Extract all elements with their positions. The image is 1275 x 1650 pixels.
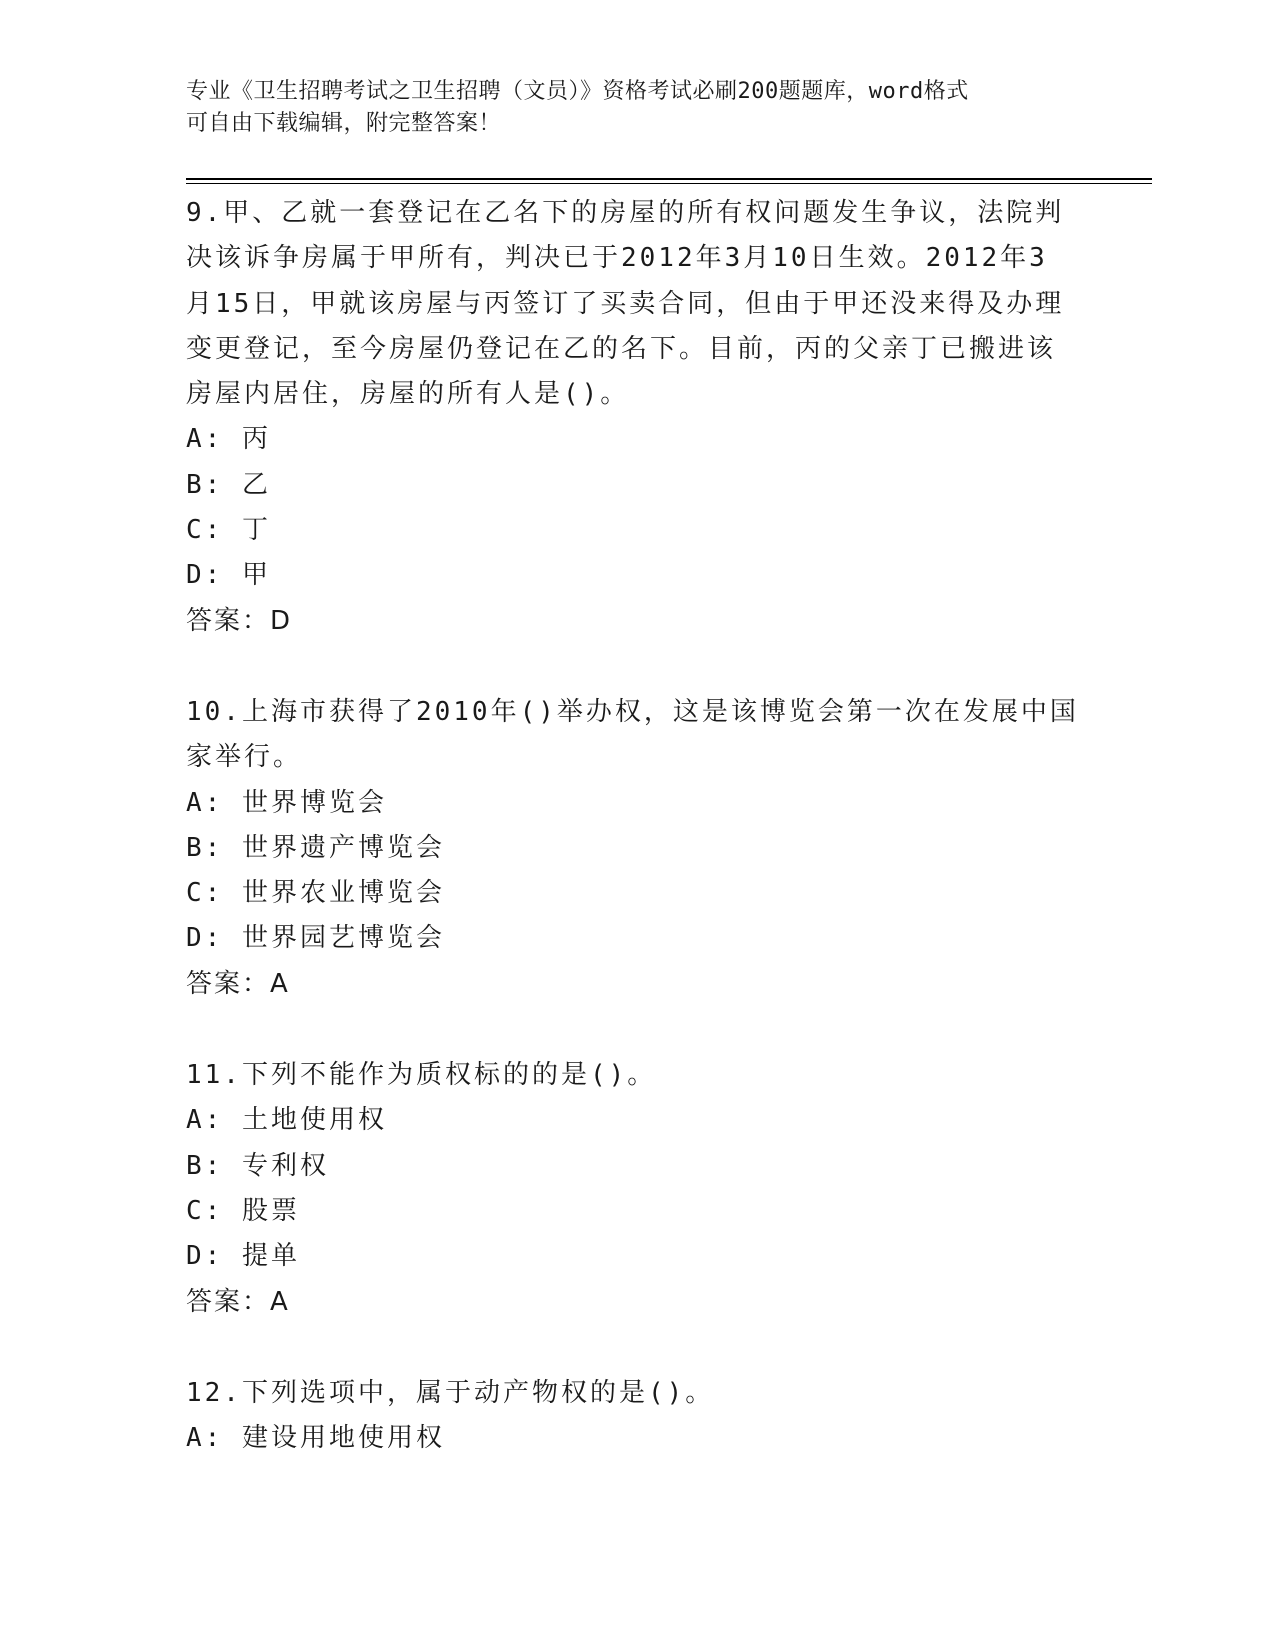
option-c: C: 股票 [186,1195,300,1226]
answer-label: 答案：A [186,1286,290,1317]
option-c: C: 丁 [186,515,271,546]
stem-line: 家举行。 [186,742,303,773]
question-11 [186,1053,1086,1325]
question-10 [186,690,1086,1007]
stem-line: 月15日，甲就该房屋与丙签订了买卖合同，但由于甲还没来得及办理 [186,288,1065,319]
question-stem [186,1053,1086,1098]
stem-line: 决该诉争房属于甲所有，判决已于2012年3月10日生效。2012年3 [186,243,1048,274]
stem-line: 变更登记，至今房屋仍登记在乙的名下。目前，丙的父亲丁已搬进该 [186,333,1057,364]
question-stem [186,690,1086,781]
option-a: A: 世界博览会 [186,787,387,818]
option-a: A: 土地使用权 [186,1105,387,1136]
option-d: D: 甲 [186,560,271,591]
header-rule-thin [186,183,1152,184]
page-header [186,76,1066,140]
option-a: A: 丙 [186,424,271,455]
header-line-1: 专业《卫生招聘考试之卫生招聘（文员）》资格考试必刷200题题库，word格式 [186,79,969,104]
option-a: A: 建设用地使用权 [186,1423,445,1454]
question-12 [186,1371,1086,1462]
stem-line: 9.甲、乙就一套登记在乙名下的房屋的所有权问题发生争议，法院判 [186,198,1065,228]
header-rule-thick [186,178,1152,180]
option-c: C: 世界农业博览会 [186,878,445,909]
option-b: B: 专利权 [186,1150,329,1181]
option-d: D: 世界园艺博览会 [186,923,445,954]
option-d: D: 提单 [186,1241,300,1272]
option-b: B: 乙 [186,469,271,500]
question-stem [186,191,1086,417]
question-9 [186,191,1086,644]
stem-line: 11.下列不能作为质权标的的是()。 [186,1060,657,1091]
question-list [186,191,1086,1507]
option-b: B: 世界遗产博览会 [186,832,445,863]
answer-label: 答案：D [186,605,293,636]
stem-line: 12.下列选项中，属于动产物权的是()。 [186,1377,715,1408]
header-line-2: 可自由下载编辑，附完整答案！ [186,111,502,136]
question-stem [186,1371,1086,1416]
stem-line: 房屋内居住，房屋的所有人是()。 [186,379,630,410]
stem-line: 10.上海市获得了2010年()举办权，这是该博览会第一次在发展中国 [186,696,1079,727]
answer-label: 答案：A [186,968,290,999]
